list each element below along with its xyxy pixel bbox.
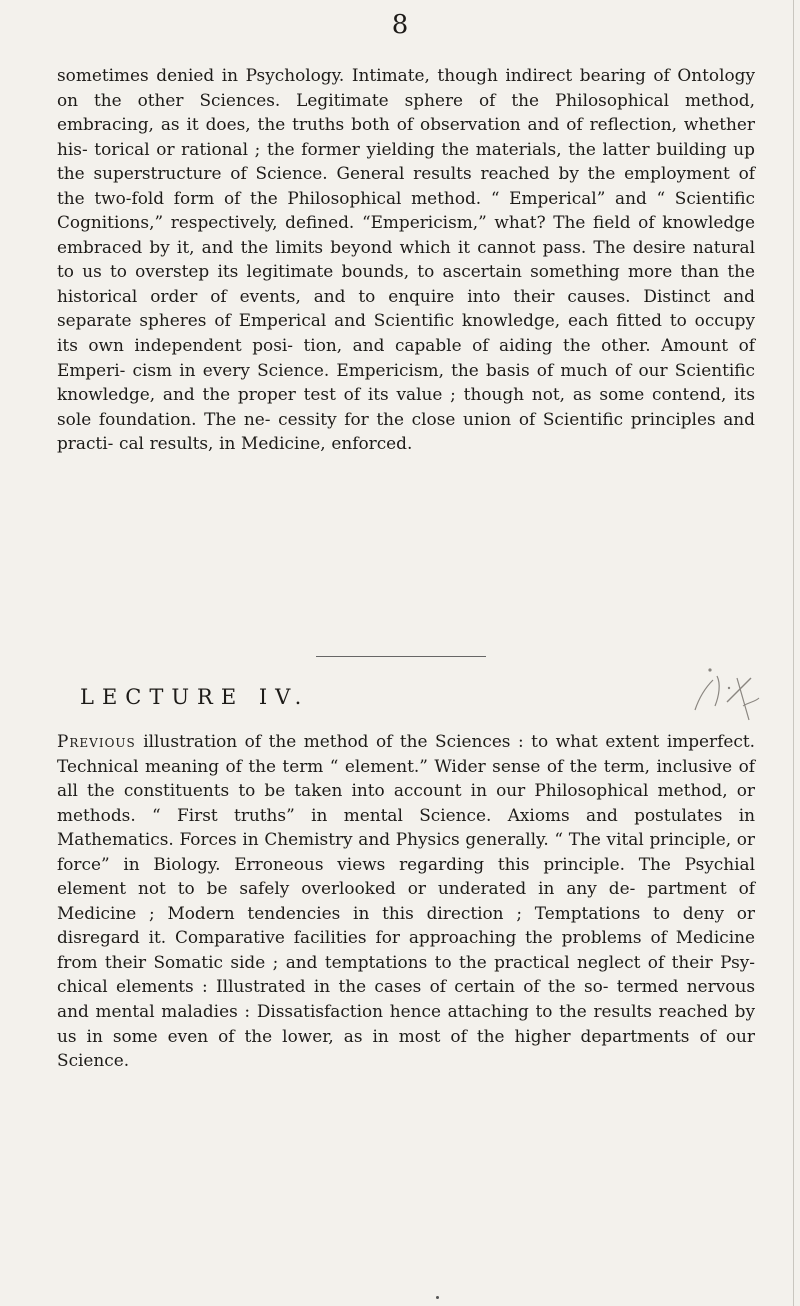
speck-mark [436, 1296, 439, 1299]
library-stamp [665, 658, 765, 728]
lecture-summary-paragraph [57, 729, 755, 1073]
page-number: 8 [391, 10, 409, 40]
section-divider [316, 656, 486, 657]
lecture-heading: LECTURE IV. [80, 685, 310, 709]
summary-paragraph: sometimes denied in Psychology. Intimate, though indirect bearing of Ontology on the other Sciences. Legitimate sphere of the Philosophical method, embracing, as it does, the truths both of observation and of reflection, whether his- torical or rational ; the former yielding the materials, the latter building up the superstructure of Science. General results reached by the employment of the two-fold form of the Philosophical method. “ Emperical” and “ Scientific Cognitions,” respectively, defined. “Empericism,” what? The field of knowledge embraced by it, and the limits beyond which it cannot pass. The desire natural to us to overstep its legitimate bounds, to ascertain something more than the historical order of events, and to enquire into their causes. Distinct and separate spheres of Emperical and Scientific knowledge, each fitted to occupy its own independent posi- tion, and capable of aiding the other. Amount of Emperi- cism in every Science. Empericism, the basis of much of our Scientific knowledge, and the proper test of its value ; though not, as some contend, its sole foundation. The ne- cessity for the close union of Scientific principles and practi- cal results, in Medicine, enforced. [57, 65, 755, 454]
lecture-first-word: Previous [57, 731, 136, 751]
page-edge-line [793, 0, 794, 1306]
lecture-body-text: illustration of the method of the Sciences : to what extent imperfect. Technical meaning of the term “ element.” Wider sense of the term, inclusive of all the constituents to be taken into account in our Philosophical method, or methods. “ First truths” in mental Science. Axioms and postulates in Mathematics. Forces in Chemistry and Physics generally. “ The vital principle, or force” in Biology. Erroneous views regarding this principle. The Psychial element not to be safely overlooked or underated in any de- partment of Medicine ; Modern tendencies in this direction ; Temptations to deny or disregard it. Comparative facilities for approaching the problems of Medicine from their Somatic side ; and temptations to the practical neglect of their Psy- chical elements : Illustrated in the cases of certain of the so- termed nervous and mental maladies : Dissatisfaction hence attaching to the results reached by us in some even of the lower, as in most of the higher departments of our Science. [57, 731, 755, 1071]
